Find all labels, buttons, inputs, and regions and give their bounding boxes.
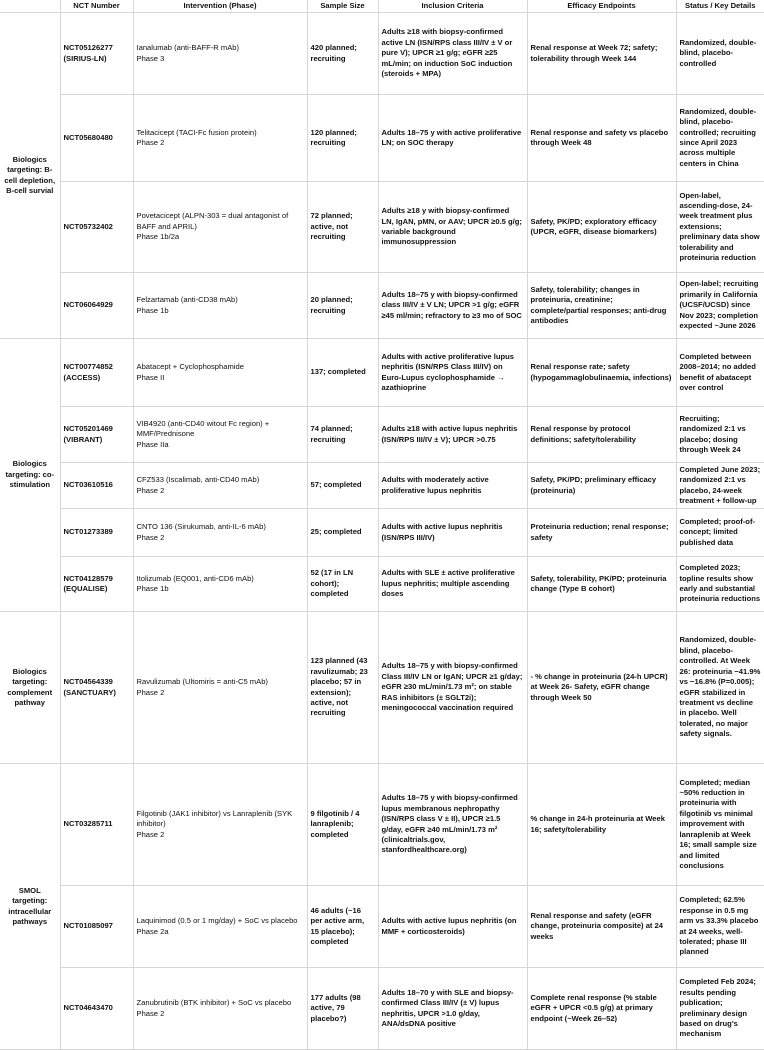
inclusion-criteria-cell: Adults with SLE ± active proliferative lupus nephritis; multiple ascending doses (378, 557, 527, 612)
table-row (0, 509, 764, 557)
inclusion-criteria-cell: Adults with moderately active proliferative lupus nephritis (378, 463, 527, 509)
efficacy-endpoints-cell: Complete renal response (% stable eGFR + UPCR <0.5 g/g) at primary endpoint (~Week 26–52) (527, 968, 676, 1050)
efficacy-endpoints-cell: - % change in proteinuria (24-h UPCR) at Week 26- Safety, eGFR change through Week 50 (527, 612, 676, 764)
efficacy-endpoints-cell: % change in 24-h proteinuria at Week 16; safety/tolerability (527, 764, 676, 886)
table-row (0, 182, 764, 273)
category-cell: Biologics targeting: co-stimulation (0, 339, 60, 612)
sample-size-cell: 420 planned; recruiting (307, 13, 378, 95)
intervention-cell: VIB4920 (anti-CD40 witout Fc region) + MMF/Prednisone Phase IIa (133, 407, 307, 463)
status-details-cell: Recruiting; randomized 2:1 vs placebo; dosing through Week 24 (676, 407, 764, 463)
status-details-cell: Completed Feb 2024; results pending publication; preliminary design based on drug's mechanism (676, 968, 764, 1050)
header-category (0, 0, 60, 13)
intervention-cell: Felzartamab (anti-CD38 mAb) Phase 1b (133, 273, 307, 339)
intervention-cell: Povetacicept (ALPN-303 = dual antagonist of BAFF and APRIL) Phase 1b/2a (133, 182, 307, 273)
inclusion-criteria-cell: Adults ≥18 with active lupus nephritis (ISN/RPS III/IV ± V); UPCR >0.75 (378, 407, 527, 463)
inclusion-criteria-cell: Adults 18–75 y with biopsy-confirmed lupus membranous nephropathy (ISN/RPS class V ± II), UPCR ≥1.5 g/day, eGFR ≥40 mL/min/1.73 m² (clinicaltrials.gov, stanfordhealthcare.org) (378, 764, 527, 886)
category-cell: Biologics targeting: B-cell depletion, B-cell survial (0, 13, 60, 339)
table-row (0, 612, 764, 764)
sample-size-cell: 25; completed (307, 509, 378, 557)
sample-size-cell: 123 planned (43 ravulizumab; 23 placebo; 57 in extension); active, not recruiting (307, 612, 378, 764)
status-details-cell: Completed 2023; topline results show early and substantial proteinuria reductions (676, 557, 764, 612)
status-details-cell: Randomized, double-blind, placebo-controlled; recruiting since April 2023 across multiple centers in China (676, 95, 764, 182)
sample-size-cell: 52 (17 in LN cohort); completed (307, 557, 378, 612)
table-row (0, 764, 764, 886)
inclusion-criteria-cell: Adults ≥18 with biopsy-confirmed active LN (ISN/RPS class III/IV ± V or pure V); UPCR ≥1 g/g; eGFR ≥25 mL/min; on induction SoC induction (steroids + MPA) (378, 13, 527, 95)
nct-number-cell: NCT05732402 (60, 182, 133, 273)
table-body (0, 13, 764, 1050)
efficacy-endpoints-cell: Safety, tolerability, PK/PD; proteinuria change (Type B cohort) (527, 557, 676, 612)
intervention-cell: Itolizumab (EQ001, anti-CD6 mAb) Phase 1b (133, 557, 307, 612)
status-details-cell: Open-label, ascending-dose, 24-week treatment plus extensions; preliminary data show tolerability and proteinuria reduction (676, 182, 764, 273)
header-intervention: Intervention (Phase) (133, 0, 307, 13)
nct-number-cell: NCT03610516 (60, 463, 133, 509)
nct-number-cell: NCT05126277 (SIRIUS-LN) (60, 13, 133, 95)
table-row (0, 968, 764, 1050)
inclusion-criteria-cell: Adults 18–75 y with active proliferative LN; on SOC therapy (378, 95, 527, 182)
table-row (0, 95, 764, 182)
header-efficacy-endpoints: Efficacy Endpoints (527, 0, 676, 13)
status-details-cell: Randomized, double-blind, placebo-controlled. At Week 26: proteinuria −41.9% vs −16.8% (P=0.005); eGFR stabilized in treatment vs decline in placebo. Well tolerated, no major safety signals. (676, 612, 764, 764)
nct-number-cell: NCT04128579 (EQUALISE) (60, 557, 133, 612)
inclusion-criteria-cell: Adults 18–75 y with biopsy-confirmed class III/IV ± V LN; UPCR >1 g/g; eGFR ≥45 ml/min; refractory to ≥3 mo of SOC (378, 273, 527, 339)
sample-size-cell: 137; completed (307, 339, 378, 407)
efficacy-endpoints-cell: Renal response and safety (eGFR change, proteinuria composite) at 24 weeks (527, 886, 676, 968)
table-row (0, 273, 764, 339)
intervention-cell: CFZ533 (Iscalimab, anti-CD40 mAb) Phase 2 (133, 463, 307, 509)
efficacy-endpoints-cell: Proteinuria reduction; renal response; safety (527, 509, 676, 557)
sample-size-cell: 9 filgotinib / 4 lanraplenib; completed (307, 764, 378, 886)
table-row (0, 407, 764, 463)
nct-number-cell: NCT06064929 (60, 273, 133, 339)
inclusion-criteria-cell: Adults with active lupus nephritis (on MMF + corticosteroids) (378, 886, 527, 968)
table-row (0, 886, 764, 968)
status-details-cell: Completed between 2008–2014; no added benefit of abatacept over control (676, 339, 764, 407)
intervention-cell: Zanubrutinib (BTK inhibitor) + SoC vs placebo Phase 2 (133, 968, 307, 1050)
intervention-cell: Abatacept + Cyclophosphamide Phase II (133, 339, 307, 407)
table-row (0, 339, 764, 407)
efficacy-endpoints-cell: Safety, PK/PD; preliminary efficacy (proteinuria) (527, 463, 676, 509)
category-cell: SMOL targeting: intracellular pathways (0, 764, 60, 1050)
nct-number-cell: NCT00774852 (ACCESS) (60, 339, 133, 407)
header-inclusion-criteria: Inclusion Criteria (378, 0, 527, 13)
intervention-cell: Telitacicept (TACI-Fc fusion protein) Phase 2 (133, 95, 307, 182)
inclusion-criteria-cell: Adults 18–70 y with SLE and biopsy-confirmed Class III/IV (± V) lupus nephritis, UPCR >1.0 g/day, ANA/dsDNA positive (378, 968, 527, 1050)
status-details-cell: Randomized, double-blind, placebo-controlled (676, 13, 764, 95)
sample-size-cell: 46 adults (~16 per active arm, 15 placebo); completed (307, 886, 378, 968)
status-details-cell: Completed; median ~50% reduction in proteinuria with filgotinib vs minimal improvement with lanraplenib at Week 16; small sample size and limited conclusions (676, 764, 764, 886)
status-details-cell: Open-label; recruiting primarily in California (UCSF/UCSD) since Nov 2023; completion expected ~June 2026 (676, 273, 764, 339)
status-details-cell: Completed; proof-of-concept; limited published data (676, 509, 764, 557)
intervention-cell: CNTO 136 (Sirukumab, anti-IL-6 mAb) Phase 2 (133, 509, 307, 557)
category-cell: Biologics targeting: complement pathway (0, 612, 60, 764)
efficacy-endpoints-cell: Safety, tolerability; changes in proteinuria, creatinine; complete/partial responses; anti-drug antibodies (527, 273, 676, 339)
nct-number-cell: NCT01273389 (60, 509, 133, 557)
intervention-cell: Ravulizumab (Ultomiris = anti-C5 mAb) Phase 2 (133, 612, 307, 764)
efficacy-endpoints-cell: Renal response and safety vs placebo through Week 48 (527, 95, 676, 182)
nct-number-cell: NCT04643470 (60, 968, 133, 1050)
sample-size-cell: 20 planned; recruiting (307, 273, 378, 339)
inclusion-criteria-cell: Adults with active lupus nephritis (ISN/RPS III/IV) (378, 509, 527, 557)
sample-size-cell: 72 planned; active, not recruiting (307, 182, 378, 273)
inclusion-criteria-cell: Adults ≥18 y with biopsy-confirmed LN, IgAN, pMN, or AAV; UPCR ≥0.5 g/g; variable background immunosuppression (378, 182, 527, 273)
header-row (0, 0, 764, 13)
sample-size-cell: 57; completed (307, 463, 378, 509)
intervention-cell: Laquinimod (0.5 or 1 mg/day) + SoC vs placebo Phase 2a (133, 886, 307, 968)
nct-number-cell: NCT01085097 (60, 886, 133, 968)
intervention-cell: Ianalumab (anti-BAFF-R mAb) Phase 3 (133, 13, 307, 95)
sample-size-cell: 120 planned; recruiting (307, 95, 378, 182)
nct-number-cell: NCT05680480 (60, 95, 133, 182)
intervention-cell: Filgotinib (JAK1 inhibitor) vs Lanraplenib (SYK inhibitor) Phase 2 (133, 764, 307, 886)
header-sample-size: Sample Size (307, 0, 378, 13)
header-status: Status / Key Details (676, 0, 764, 13)
header-nct-number: NCT Number (60, 0, 133, 13)
sample-size-cell: 177 adults (98 active, 79 placebo?) (307, 968, 378, 1050)
table-row (0, 13, 764, 95)
efficacy-endpoints-cell: Renal response at Week 72; safety; tolerability through Week 144 (527, 13, 676, 95)
nct-number-cell: NCT05201469 (VIBRANT) (60, 407, 133, 463)
efficacy-endpoints-cell: Renal response by protocol definitions; safety/tolerability (527, 407, 676, 463)
nct-number-cell: NCT03285711 (60, 764, 133, 886)
status-details-cell: Completed June 2023; randomized 2:1 vs placebo, 24-week treatment + follow-up (676, 463, 764, 509)
table-row (0, 463, 764, 509)
sample-size-cell: 74 planned; recruiting (307, 407, 378, 463)
inclusion-criteria-cell: Adults with active proliferative lupus nephritis (ISN/RPS Class III/IV) on Euro-Lupus cyclophosphamide → azathioprine (378, 339, 527, 407)
nct-number-cell: NCT04564339 (SANCTUARY) (60, 612, 133, 764)
efficacy-endpoints-cell: Renal response rate; safety (hypogammaglobulinaemia, infections) (527, 339, 676, 407)
table-row (0, 557, 764, 612)
inclusion-criteria-cell: Adults 18–75 y with biopsy-confirmed Class III/IV LN or IgAN; UPCR ≥1 g/day; eGFR ≥30 mL/min/1.73 m²; on stable RAS inhibitors (± SGLT2i); meningococcal vaccination required (378, 612, 527, 764)
efficacy-endpoints-cell: Safety, PK/PD; exploratory efficacy (UPCR, eGFR, disease biomarkers) (527, 182, 676, 273)
status-details-cell: Completed; 62.5% response in 0.5 mg arm vs 33.3% placebo at 24 weeks, well-tolerated; phase III planned (676, 886, 764, 968)
